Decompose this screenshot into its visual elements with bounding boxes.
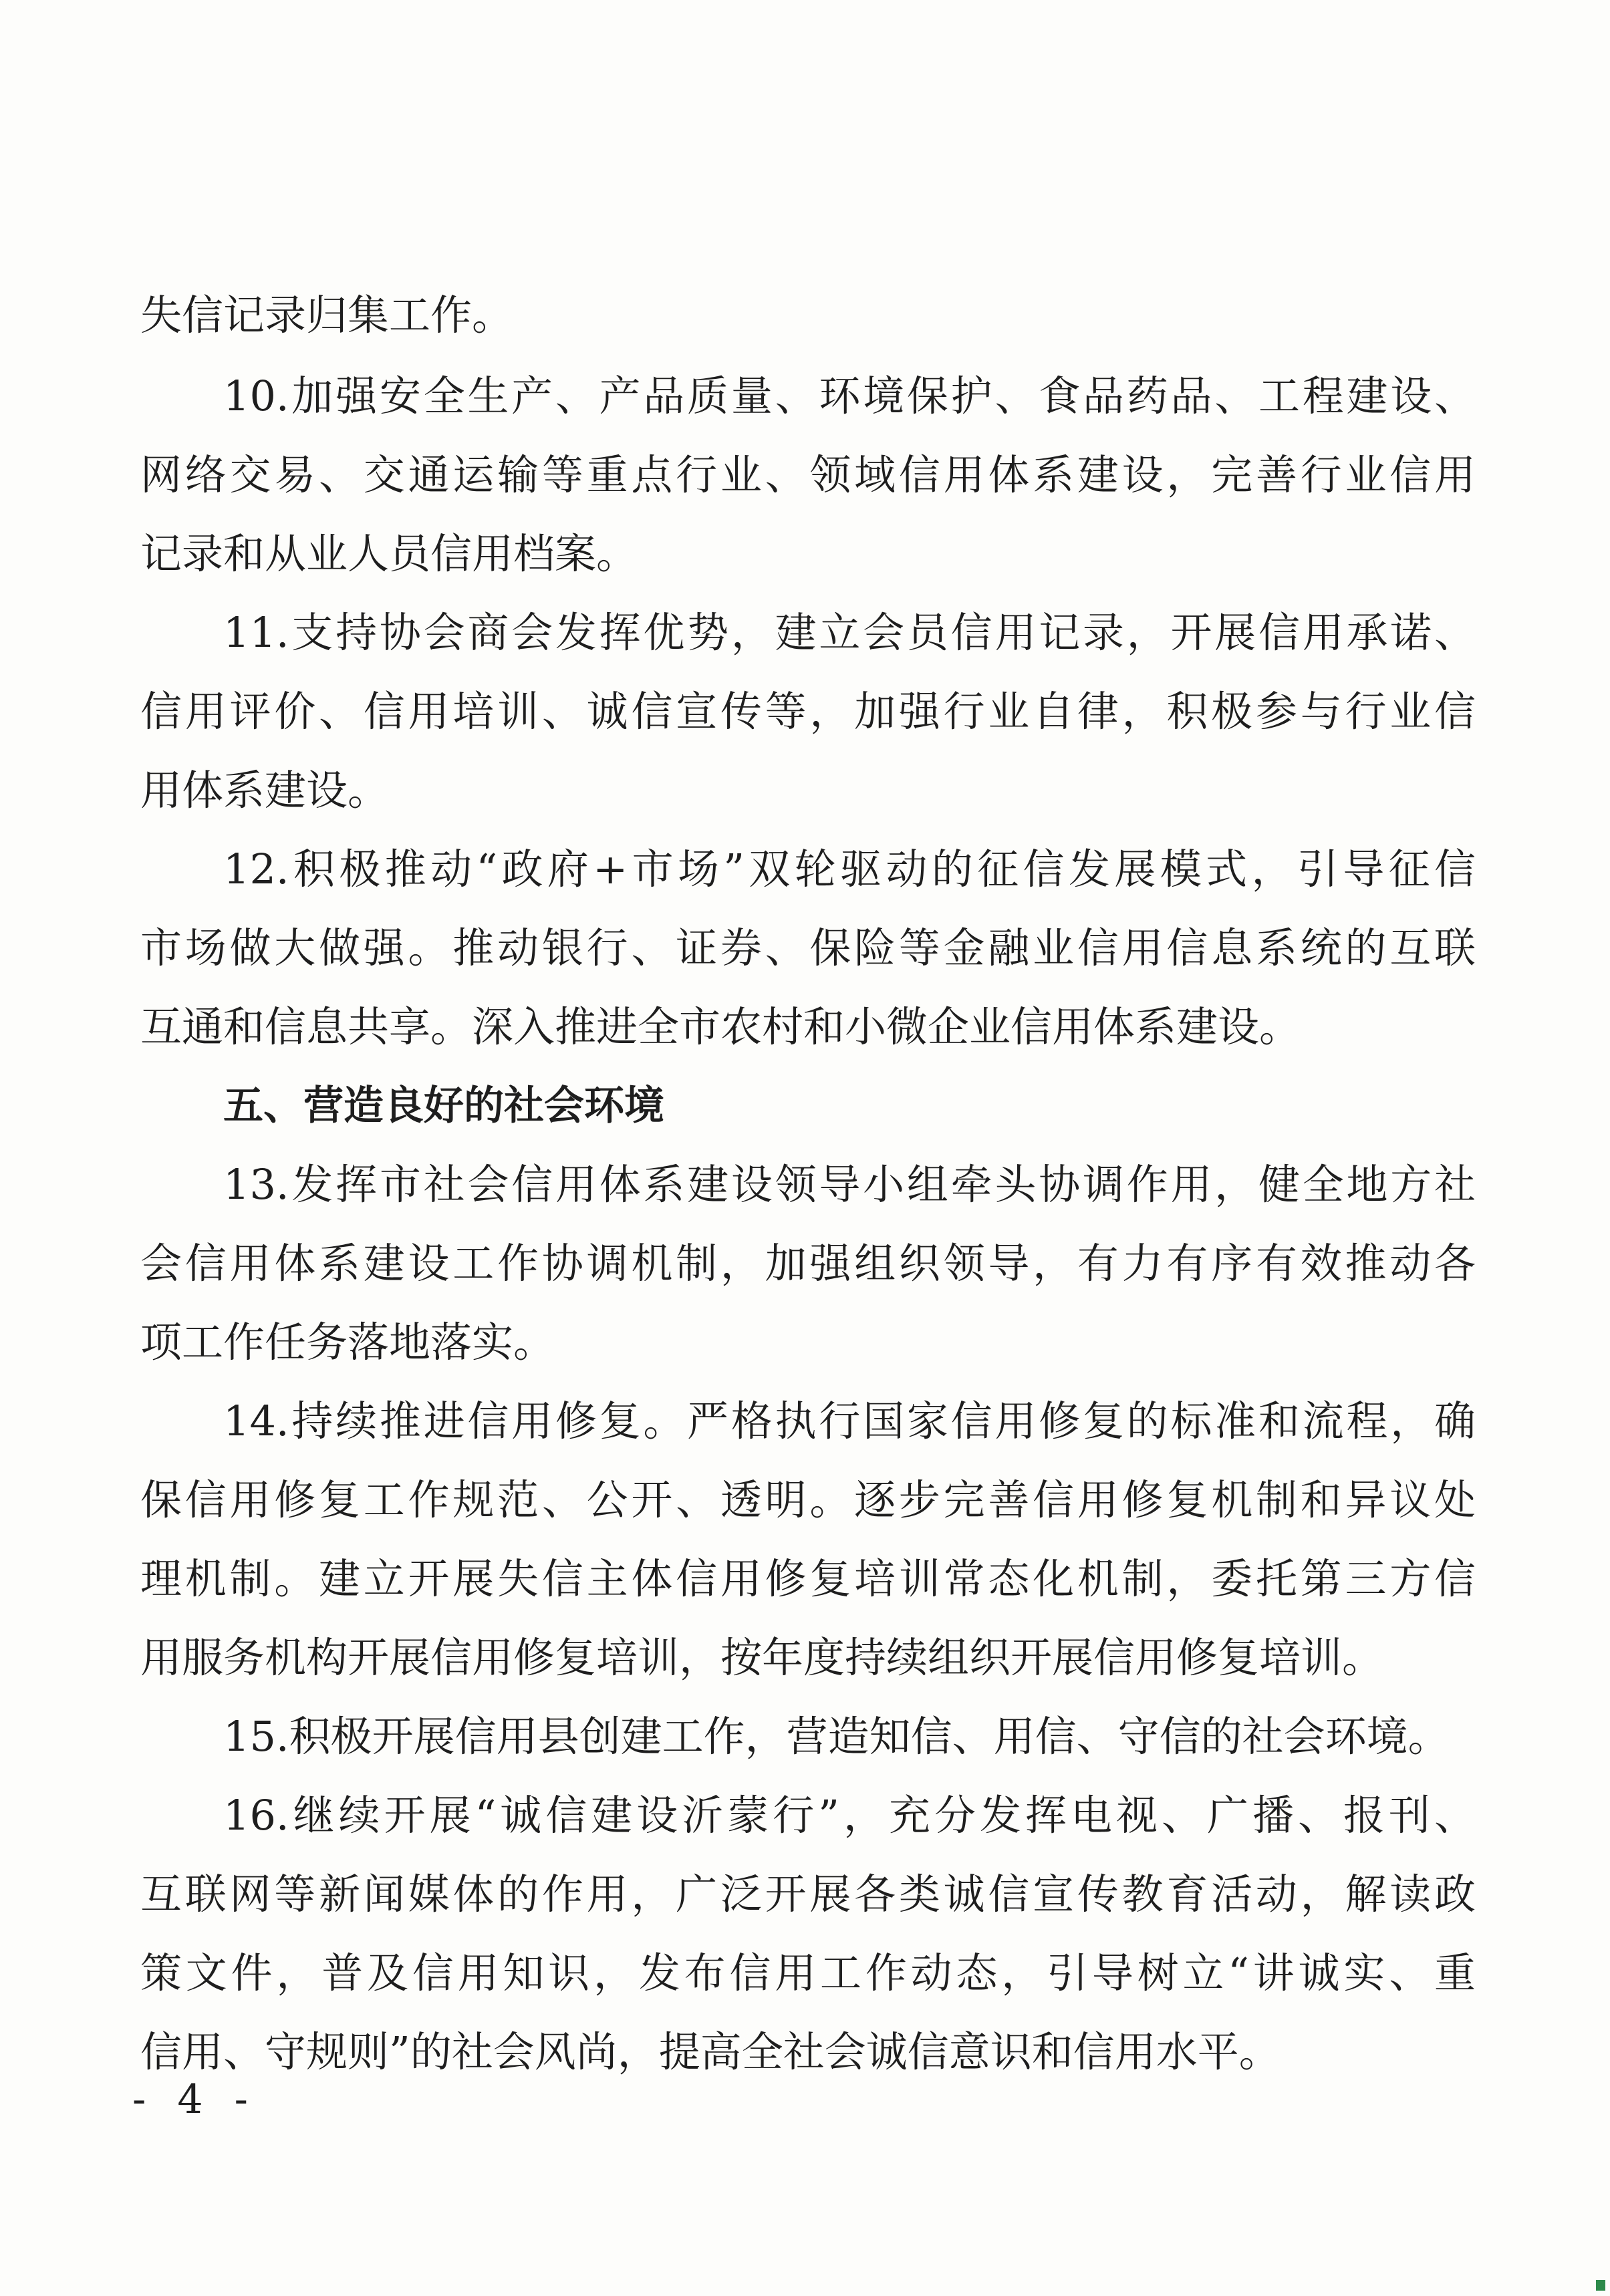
text-line-14: 项工作任务落地落实。	[140, 1318, 555, 1367]
text-line-15: 14.持续推进信用修复。严格执行国家信用修复的标准和流程，确	[223, 1397, 1476, 1445]
text-line-16: 保信用修复工作规范、公开、透明。逐步完善信用修复机制和异议处	[140, 1475, 1476, 1524]
text-line-18: 用服务机构开展信用修复培训，按年度持续组织开展信用修复培训。	[140, 1633, 1384, 1682]
text-line-23: 信用、守规则”的社会风尚，提高全社会诚信意识和信用水平。	[140, 2027, 1281, 2076]
text-line-1: 失信记录归集工作。	[140, 291, 514, 339]
text-line-19: 15.积极开展信用县创建工作，营造知信、用信、守信的社会环境。	[223, 1712, 1450, 1761]
text-line-4: 记录和从业人员信用档案。	[140, 529, 638, 578]
text-line-17: 理机制。建立开展失信主体信用修复培训常态化机制，委托第三方信	[140, 1554, 1476, 1603]
text-line-8: 12.积极推动“政府+市场”双轮驱动的征信发展模式，引导征信	[223, 845, 1476, 893]
text-line-12: 13.发挥市社会信用体系建设领导小组牵头协调作用，健全地方社	[223, 1160, 1476, 1209]
text-line-3: 网络交易、交通运输等重点行业、领域信用体系建设，完善行业信用	[140, 450, 1476, 499]
text-line-6: 信用评价、信用培训、诚信宣传等，加强行业自律，积极参与行业信	[140, 687, 1476, 736]
text-line-22: 策文件，普及信用知识，发布信用工作动态，引导树立“讲诚实、重	[140, 1949, 1476, 1997]
text-line-5: 11.支持协会商会发挥优势，建立会员信用记录，开展信用承诺、	[223, 608, 1476, 657]
text-line-7: 用体系建设。	[140, 766, 390, 815]
scan-corner-mark	[1596, 2280, 1605, 2291]
text-line-21: 互联网等新闻媒体的作用，广泛开展各类诚信宣传教育活动，解读政	[140, 1870, 1476, 1918]
text-line-20: 16.继续开展“诚信建设沂蒙行”，充分发挥电视、广播、报刊、	[223, 1791, 1476, 1840]
section-heading: 五、营造良好的社会环境	[223, 1083, 664, 1129]
text-line-13: 会信用体系建设工作协调机制，加强组织领导，有力有序有效推动各	[140, 1239, 1476, 1288]
text-line-2: 10.加强安全生产、产品质量、环境保护、食品药品、工程建设、	[223, 372, 1476, 420]
text-line-10: 互通和信息共享。深入推进全市农村和小微企业信用体系建设。	[140, 1002, 1301, 1051]
text-line-9: 市场做大做强。推动银行、证券、保险等金融业信用信息系统的互联	[140, 923, 1476, 972]
page-number: - 4 -	[132, 2076, 257, 2123]
